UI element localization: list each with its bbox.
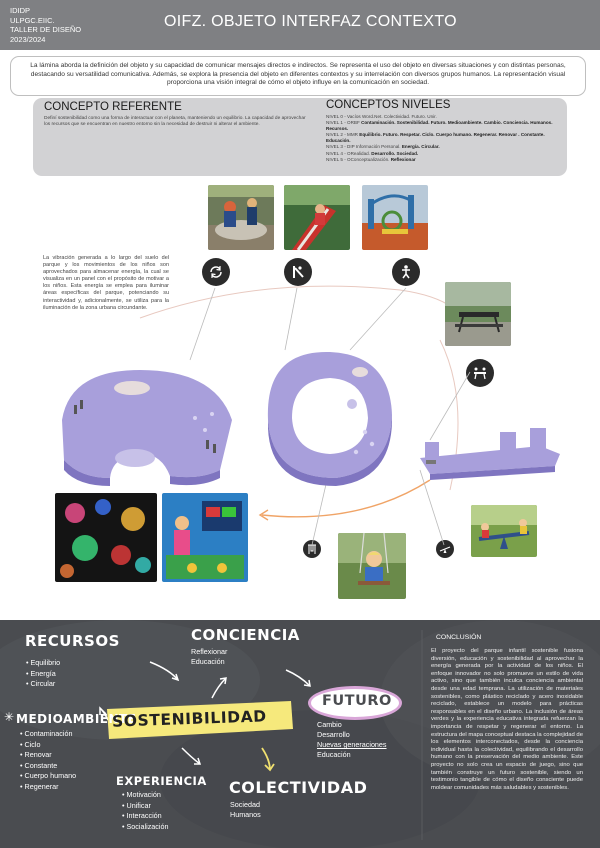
medioambiente-title: MEDIOAMBIENTE bbox=[16, 712, 137, 726]
level-item: NIVEL 2 - MMR Equilibrio. Futuro. Respetar. Ciclo. Cuerpo humano. Regenerar. Renovar . Constante. Educación. bbox=[326, 132, 545, 144]
photo-picnic-table bbox=[445, 282, 511, 346]
photo-lights-bokeh bbox=[55, 493, 157, 582]
recursos-item: • Circular bbox=[26, 679, 60, 690]
conclusion-title: CONCLUSIÓN bbox=[436, 634, 482, 641]
futuro-item: Educación bbox=[317, 750, 351, 759]
recursos-list bbox=[26, 658, 60, 690]
experiencia-item: • Socialización bbox=[122, 822, 168, 833]
colectividad-list bbox=[230, 800, 261, 820]
experiencia-title: EXPERIENCIA bbox=[116, 774, 207, 788]
photo-child-slide bbox=[284, 185, 350, 250]
sostenibilidad-label: SOSTENIBILIDAD bbox=[111, 707, 268, 731]
conciencia-item: Reflexionar bbox=[191, 647, 228, 656]
render-horseshoe bbox=[62, 370, 232, 486]
asterisk-icon: ✳ bbox=[4, 710, 15, 724]
photo-playground bbox=[362, 185, 428, 250]
conclusion-text: El proyecto del parque infantil sostenible fusiona diversión, educación y sostenibilidad al aprovechar la energía generada por la actividad de los niños. El enfoque innovador no solo promueve un estilo de vida activo, sino que también inculca conciencia ambiental desde una edad temprana. La utilización de materiales sostenibles, como plástico reciclado y acero inoxidable reciclado, establece un modelo para prácticas responsables en el diseño urbano. La inclusión de áreas verdes y la experiencia educativa integrada refuerzan la importancia de respetar y regenerar el entorno. La estructura del mapa conceptual destaca la complejidad de los elementos interconectados, desde la conciencia individual hasta la colectividad, equilibrando el desarrollo humano con la preservación del medio ambiente. Este proyecto no solo crea un espacio de juego, sino que también construye un futuro sostenible, siendo un testimonio tangible de cómo el diseño consciente puede moldear comunidades más saludables y sostenibles. bbox=[431, 648, 583, 791]
colectividad-item: Humanos bbox=[230, 810, 261, 819]
header-bar bbox=[0, 0, 600, 50]
conciencia-list bbox=[191, 647, 227, 667]
seesaw-icon bbox=[436, 540, 454, 558]
levels-list bbox=[326, 114, 560, 163]
medioambiente-item: • Ciclo bbox=[20, 740, 76, 751]
page-title: OIFZ. OBJETO INTERFAZ CONTEXTO bbox=[164, 13, 457, 30]
render-ring bbox=[268, 352, 392, 486]
colectividad-item: Sociedad bbox=[230, 800, 260, 809]
futuro-list bbox=[317, 720, 387, 760]
recursos-item: • Equilibrio bbox=[26, 658, 60, 669]
futuro-item: Cambio bbox=[317, 720, 342, 729]
medioambiente-item: • Renovar bbox=[20, 750, 76, 761]
experiencia-item: • Motivación bbox=[122, 790, 168, 801]
futuro-item: Nuevas generaciones bbox=[317, 740, 387, 749]
conciencia-item: Educación bbox=[191, 657, 225, 666]
intro-text: La lámina aborda la definición del objeto y su capacidad de comunicar mensajes directos e indirectos. Se representa el uso del objeto en diversas situaciones y con distintas personas, destacando su versatilidad comunicativa. Además, se explora la presencia del objeto en diferentes contextos y su interrelación con diversos grupos humanos. La representación visual proporciona una visión integral de cómo el objeto influye en la comunicación en sociedad. bbox=[10, 56, 586, 96]
photo-kids-spinner bbox=[208, 185, 274, 250]
level-item: NIVEL 1 - ORBF Contaminación. Sostenibilidad. Futuro. Medioambiente. Cambio. Conciencia. Humanos. Recursos. bbox=[326, 120, 553, 132]
picnic-icon bbox=[466, 359, 494, 387]
render-bench bbox=[420, 428, 560, 480]
rotate-icon bbox=[202, 258, 230, 286]
meta-line: ULPGC.EIIC. bbox=[10, 15, 55, 25]
medioambiente-item: • Cuerpo humano bbox=[20, 771, 76, 782]
vibration-description: La vibración generada a lo largo del suelo del parque y los movimientos de los niños son aprovechados para almacenar energía, la cual se visualiza en un panel con el propósito de motivar a los niños. Esta energía se emplea para iluminar áreas específicas del parque, potenciando su interactividad y, adicionalmente, se utiliza para la iluminación de la zona urbana circundante. bbox=[43, 255, 169, 311]
level-item: NIVEL 5 - OConceptualización. Reflexionar bbox=[326, 156, 416, 162]
futuro-title: FUTURO bbox=[322, 693, 392, 709]
photo-energy-panel bbox=[162, 493, 248, 582]
concepto-referente-title: CONCEPTO REFERENTE bbox=[44, 101, 182, 113]
experiencia-item: • Interacción bbox=[122, 811, 168, 822]
medioambiente-item: • Regenerar bbox=[20, 782, 76, 793]
level-item: NIVEL 4 - ORealidad. Desarrollo. Sociedad. bbox=[326, 150, 419, 156]
medioambiente-item: • Contaminación bbox=[20, 729, 76, 740]
level-item: NIVEL 3 - DIP Información Personal. Energía. Circular. bbox=[326, 144, 440, 150]
slide-icon bbox=[284, 258, 312, 286]
photo-seesaw bbox=[471, 505, 537, 557]
experiencia-item: • Unificar bbox=[122, 801, 168, 812]
concepto-referente-text: Definí sostenibilidad como una forma de interactuar con el planeta, manteniendo un equilibrio. La capacidad de aprovechar los recursos que se encuentran en nuestro entorno sin la necesidad de destruir ni alterar el ambiente. bbox=[44, 116, 306, 128]
recursos-item: • Energía bbox=[26, 669, 60, 680]
conciencia-title: CONCIENCIA bbox=[191, 626, 300, 644]
medioambiente-item: • Constante bbox=[20, 761, 76, 772]
swing-icon bbox=[303, 540, 321, 558]
conceptos-niveles-title: CONCEPTOS NIVELES bbox=[326, 99, 451, 111]
level-item: NIVEL 0 - Vacíos Word.Net. Colectividad. Futuro. Unir. bbox=[326, 114, 437, 119]
futuro-item: Desarrollo bbox=[317, 730, 350, 739]
experiencia-list bbox=[122, 790, 168, 832]
play-icon bbox=[392, 258, 420, 286]
meta-line: 2023/2024 bbox=[10, 34, 46, 44]
medioambiente-list bbox=[20, 729, 76, 792]
meta-line: TALLER DE DISEÑO bbox=[10, 25, 82, 34]
photo-child-swing bbox=[338, 533, 406, 599]
recursos-title: RECURSOS bbox=[25, 632, 120, 650]
meta-line: IDIDP bbox=[10, 6, 31, 15]
colectividad-title: COLECTIVIDAD bbox=[229, 778, 368, 797]
header-meta bbox=[10, 6, 81, 44]
